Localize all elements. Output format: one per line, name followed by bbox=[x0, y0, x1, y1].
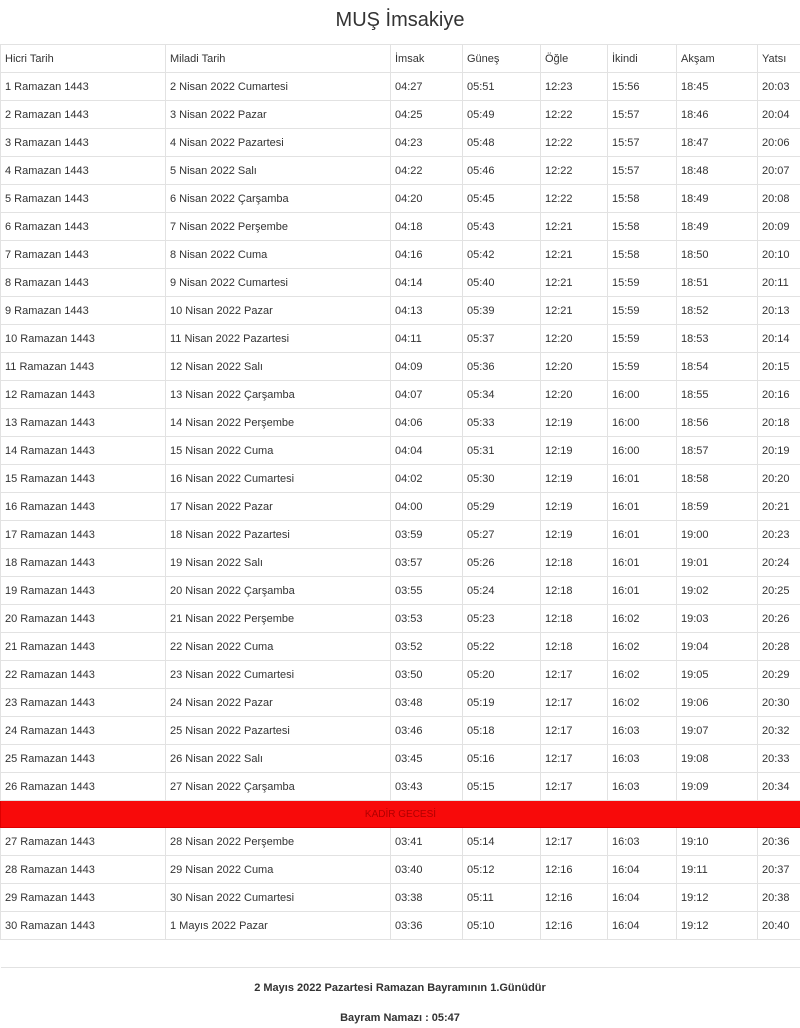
column-header: Yatsı bbox=[758, 45, 800, 73]
table-cell: 15:58 bbox=[608, 241, 677, 269]
table-row bbox=[1, 577, 800, 605]
table-cell: 12:17 bbox=[541, 717, 608, 745]
table-cell: 12:18 bbox=[541, 605, 608, 633]
bayram-namazi: Bayram Namazı : 05:47 bbox=[0, 1008, 800, 1028]
column-header: Güneş bbox=[463, 45, 541, 73]
table-cell: 6 Nisan 2022 Çarşamba bbox=[166, 185, 391, 213]
table-cell: 18:49 bbox=[677, 213, 758, 241]
table-cell: 16:03 bbox=[608, 828, 677, 856]
table-cell: 14 Nisan 2022 Perşembe bbox=[166, 409, 391, 437]
table-cell: 04:04 bbox=[391, 437, 463, 465]
table-row bbox=[1, 549, 800, 577]
table-row bbox=[1, 633, 800, 661]
table-cell: 15 Nisan 2022 Cuma bbox=[166, 437, 391, 465]
table-cell: 19 Nisan 2022 Salı bbox=[166, 549, 391, 577]
column-header: İmsak bbox=[391, 45, 463, 73]
table-cell: 18:58 bbox=[677, 465, 758, 493]
table-cell: 04:11 bbox=[391, 325, 463, 353]
table-row bbox=[1, 381, 800, 409]
table-row bbox=[1, 269, 800, 297]
table-cell: 05:30 bbox=[463, 465, 541, 493]
table-cell: 20:16 bbox=[758, 381, 800, 409]
table-cell: 18:48 bbox=[677, 157, 758, 185]
table-header-row bbox=[1, 45, 800, 73]
kadir-gecesi-label: KADİR GECESİ bbox=[1, 801, 800, 828]
table-cell: 15:57 bbox=[608, 101, 677, 129]
table-cell: 05:46 bbox=[463, 157, 541, 185]
table-cell: 03:59 bbox=[391, 521, 463, 549]
table-cell: 03:50 bbox=[391, 661, 463, 689]
table-cell: 12:18 bbox=[541, 549, 608, 577]
table-cell: 20 Ramazan 1443 bbox=[1, 605, 166, 633]
table-cell: 20 Nisan 2022 Çarşamba bbox=[166, 577, 391, 605]
table-cell: 12:20 bbox=[541, 353, 608, 381]
table-cell: 20:14 bbox=[758, 325, 800, 353]
table-cell: 20:23 bbox=[758, 521, 800, 549]
column-header: İkindi bbox=[608, 45, 677, 73]
table-cell: 05:39 bbox=[463, 297, 541, 325]
table-cell: 12 Ramazan 1443 bbox=[1, 381, 166, 409]
table-cell: 19:08 bbox=[677, 745, 758, 773]
table-cell: 19:11 bbox=[677, 856, 758, 884]
table-cell: 15:57 bbox=[608, 157, 677, 185]
table-cell: 12:20 bbox=[541, 325, 608, 353]
table-cell: 20:18 bbox=[758, 409, 800, 437]
table-cell: 16:04 bbox=[608, 856, 677, 884]
table-cell: 23 Ramazan 1443 bbox=[1, 689, 166, 717]
table-cell: 05:33 bbox=[463, 409, 541, 437]
table-cell: 12:22 bbox=[541, 101, 608, 129]
table-row bbox=[1, 828, 800, 856]
table-cell: 03:36 bbox=[391, 912, 463, 940]
table-row bbox=[1, 884, 800, 912]
table-cell: 22 Ramazan 1443 bbox=[1, 661, 166, 689]
table-cell: 20:06 bbox=[758, 129, 800, 157]
table-cell: 04:06 bbox=[391, 409, 463, 437]
table-cell: 12:20 bbox=[541, 381, 608, 409]
table-cell: 10 Nisan 2022 Pazar bbox=[166, 297, 391, 325]
table-cell: 03:41 bbox=[391, 828, 463, 856]
table-cell: 19:04 bbox=[677, 633, 758, 661]
table-cell: 15:57 bbox=[608, 129, 677, 157]
table-cell: 04:25 bbox=[391, 101, 463, 129]
table-cell: 23 Nisan 2022 Cumartesi bbox=[166, 661, 391, 689]
table-row bbox=[1, 689, 800, 717]
table-cell: 18 Ramazan 1443 bbox=[1, 549, 166, 577]
table-cell: 17 Nisan 2022 Pazar bbox=[166, 493, 391, 521]
table-cell: 04:27 bbox=[391, 73, 463, 101]
table-cell: 21 Nisan 2022 Perşembe bbox=[166, 605, 391, 633]
table-cell: 04:02 bbox=[391, 465, 463, 493]
table-cell: 05:23 bbox=[463, 605, 541, 633]
table-cell: 05:15 bbox=[463, 773, 541, 801]
table-cell: 18:47 bbox=[677, 129, 758, 157]
table-cell: 12:21 bbox=[541, 297, 608, 325]
table-cell: 16:00 bbox=[608, 409, 677, 437]
table-cell: 15:58 bbox=[608, 213, 677, 241]
table-cell: 03:46 bbox=[391, 717, 463, 745]
table-cell: 5 Ramazan 1443 bbox=[1, 185, 166, 213]
table-cell: 24 Nisan 2022 Pazar bbox=[166, 689, 391, 717]
table-cell: 15 Ramazan 1443 bbox=[1, 465, 166, 493]
table-cell: 16:04 bbox=[608, 884, 677, 912]
table-cell: 12 Nisan 2022 Salı bbox=[166, 353, 391, 381]
table-cell: 9 Nisan 2022 Cumartesi bbox=[166, 269, 391, 297]
table-cell: 10 Ramazan 1443 bbox=[1, 325, 166, 353]
table-cell: 16:01 bbox=[608, 493, 677, 521]
table-cell: 1 Ramazan 1443 bbox=[1, 73, 166, 101]
table-cell: 12:17 bbox=[541, 689, 608, 717]
table-cell: 24 Ramazan 1443 bbox=[1, 717, 166, 745]
table-cell: 18:45 bbox=[677, 73, 758, 101]
table-cell: 16:03 bbox=[608, 745, 677, 773]
table-cell: 2 Ramazan 1443 bbox=[1, 101, 166, 129]
table-cell: 7 Nisan 2022 Perşembe bbox=[166, 213, 391, 241]
table-cell: 05:14 bbox=[463, 828, 541, 856]
table-cell: 12:16 bbox=[541, 912, 608, 940]
table-cell: 20:25 bbox=[758, 577, 800, 605]
table-cell: 05:37 bbox=[463, 325, 541, 353]
table-cell: 18:51 bbox=[677, 269, 758, 297]
table-cell: 20:28 bbox=[758, 633, 800, 661]
table-cell: 8 Ramazan 1443 bbox=[1, 269, 166, 297]
table-cell: 19:00 bbox=[677, 521, 758, 549]
column-header: Hicri Tarih bbox=[1, 45, 166, 73]
table-cell: 28 Ramazan 1443 bbox=[1, 856, 166, 884]
table-cell: 20:13 bbox=[758, 297, 800, 325]
page-title: MUŞ İmsakiye bbox=[0, 0, 800, 44]
table-row bbox=[1, 101, 800, 129]
table-row bbox=[1, 493, 800, 521]
table-cell: 20:30 bbox=[758, 689, 800, 717]
table-cell: 19:07 bbox=[677, 717, 758, 745]
table-cell: 20:32 bbox=[758, 717, 800, 745]
table-row bbox=[1, 213, 800, 241]
table-row bbox=[1, 521, 800, 549]
table-cell: 18:46 bbox=[677, 101, 758, 129]
table-cell: 19 Ramazan 1443 bbox=[1, 577, 166, 605]
table-cell: 15:58 bbox=[608, 185, 677, 213]
table-cell: 16:04 bbox=[608, 912, 677, 940]
table-cell: 26 Ramazan 1443 bbox=[1, 773, 166, 801]
table-cell: 18:49 bbox=[677, 185, 758, 213]
table-cell: 3 Nisan 2022 Pazar bbox=[166, 101, 391, 129]
table-cell: 20:26 bbox=[758, 605, 800, 633]
table-cell: 12:17 bbox=[541, 661, 608, 689]
table-cell: 20:07 bbox=[758, 157, 800, 185]
table-cell: 14 Ramazan 1443 bbox=[1, 437, 166, 465]
table-cell: 2 Nisan 2022 Cumartesi bbox=[166, 73, 391, 101]
table-cell: 17 Ramazan 1443 bbox=[1, 521, 166, 549]
table-cell: 05:19 bbox=[463, 689, 541, 717]
table-cell: 20:24 bbox=[758, 549, 800, 577]
table-cell: 05:51 bbox=[463, 73, 541, 101]
imsakiye-table bbox=[0, 44, 800, 968]
table-cell: 05:49 bbox=[463, 101, 541, 129]
table-cell: 27 Ramazan 1443 bbox=[1, 828, 166, 856]
table-row bbox=[1, 241, 800, 269]
table-cell: 12:22 bbox=[541, 129, 608, 157]
table-cell: 16:01 bbox=[608, 465, 677, 493]
table-cell: 12:18 bbox=[541, 577, 608, 605]
table-cell: 4 Ramazan 1443 bbox=[1, 157, 166, 185]
table-cell: 03:45 bbox=[391, 745, 463, 773]
table-cell: 16 Nisan 2022 Cumartesi bbox=[166, 465, 391, 493]
table-cell: 05:10 bbox=[463, 912, 541, 940]
blank-cell bbox=[1, 940, 800, 968]
table-cell: 16:03 bbox=[608, 773, 677, 801]
table-row bbox=[1, 353, 800, 381]
table-cell: 12:17 bbox=[541, 745, 608, 773]
table-cell: 12:18 bbox=[541, 633, 608, 661]
table-cell: 05:43 bbox=[463, 213, 541, 241]
table-cell: 05:31 bbox=[463, 437, 541, 465]
table-cell: 18:54 bbox=[677, 353, 758, 381]
table-cell: 16:01 bbox=[608, 521, 677, 549]
table-cell: 05:24 bbox=[463, 577, 541, 605]
table-cell: 20:11 bbox=[758, 269, 800, 297]
table-cell: 12:21 bbox=[541, 241, 608, 269]
table-row bbox=[1, 129, 800, 157]
table-cell: 18:52 bbox=[677, 297, 758, 325]
table-cell: 12:19 bbox=[541, 437, 608, 465]
table-cell: 13 Ramazan 1443 bbox=[1, 409, 166, 437]
table-cell: 05:29 bbox=[463, 493, 541, 521]
table-cell: 12:22 bbox=[541, 185, 608, 213]
table-cell: 03:38 bbox=[391, 884, 463, 912]
table-cell: 13 Nisan 2022 Çarşamba bbox=[166, 381, 391, 409]
table-row bbox=[1, 297, 800, 325]
table-cell: 12:21 bbox=[541, 269, 608, 297]
table-cell: 03:40 bbox=[391, 856, 463, 884]
table-cell: 05:48 bbox=[463, 129, 541, 157]
kadir-gecesi-band bbox=[1, 801, 800, 828]
table-row bbox=[1, 409, 800, 437]
table-cell: 15:59 bbox=[608, 353, 677, 381]
table-cell: 12:16 bbox=[541, 884, 608, 912]
table-cell: 04:22 bbox=[391, 157, 463, 185]
table-cell: 16:02 bbox=[608, 689, 677, 717]
table-cell: 05:26 bbox=[463, 549, 541, 577]
table-cell: 29 Nisan 2022 Cuma bbox=[166, 856, 391, 884]
table-cell: 11 Nisan 2022 Pazartesi bbox=[166, 325, 391, 353]
table-cell: 12:17 bbox=[541, 828, 608, 856]
table-cell: 25 Nisan 2022 Pazartesi bbox=[166, 717, 391, 745]
table-cell: 20:15 bbox=[758, 353, 800, 381]
table-cell: 20:10 bbox=[758, 241, 800, 269]
table-cell: 05:34 bbox=[463, 381, 541, 409]
table-cell: 05:12 bbox=[463, 856, 541, 884]
table-cell: 20:40 bbox=[758, 912, 800, 940]
blank-row bbox=[1, 940, 800, 968]
table-cell: 4 Nisan 2022 Pazartesi bbox=[166, 129, 391, 157]
table-cell: 05:40 bbox=[463, 269, 541, 297]
table-cell: 05:18 bbox=[463, 717, 541, 745]
table-cell: 20:33 bbox=[758, 745, 800, 773]
table-row bbox=[1, 773, 800, 801]
table-cell: 04:18 bbox=[391, 213, 463, 241]
table-cell: 12:19 bbox=[541, 465, 608, 493]
table-row bbox=[1, 73, 800, 101]
table-cell: 12:19 bbox=[541, 493, 608, 521]
table-cell: 22 Nisan 2022 Cuma bbox=[166, 633, 391, 661]
table-cell: 03:57 bbox=[391, 549, 463, 577]
table-cell: 04:13 bbox=[391, 297, 463, 325]
table-cell: 18:59 bbox=[677, 493, 758, 521]
table-cell: 19:12 bbox=[677, 884, 758, 912]
table-cell: 20:37 bbox=[758, 856, 800, 884]
table-cell: 15:56 bbox=[608, 73, 677, 101]
table-cell: 16:02 bbox=[608, 661, 677, 689]
table-cell: 03:52 bbox=[391, 633, 463, 661]
table-cell: 16 Ramazan 1443 bbox=[1, 493, 166, 521]
footer bbox=[0, 978, 800, 1028]
table-cell: 19:01 bbox=[677, 549, 758, 577]
table-cell: 03:48 bbox=[391, 689, 463, 717]
table-cell: 16:02 bbox=[608, 633, 677, 661]
table-cell: 12:16 bbox=[541, 856, 608, 884]
table-cell: 30 Ramazan 1443 bbox=[1, 912, 166, 940]
table-cell: 3 Ramazan 1443 bbox=[1, 129, 166, 157]
table-cell: 19:09 bbox=[677, 773, 758, 801]
table-cell: 05:22 bbox=[463, 633, 541, 661]
table-cell: 04:14 bbox=[391, 269, 463, 297]
table-cell: 6 Ramazan 1443 bbox=[1, 213, 166, 241]
table-cell: 20:34 bbox=[758, 773, 800, 801]
table-cell: 05:36 bbox=[463, 353, 541, 381]
table-row bbox=[1, 437, 800, 465]
table-cell: 1 Mayıs 2022 Pazar bbox=[166, 912, 391, 940]
table-cell: 16:01 bbox=[608, 549, 677, 577]
table-cell: 20:38 bbox=[758, 884, 800, 912]
table-cell: 05:42 bbox=[463, 241, 541, 269]
table-cell: 16:01 bbox=[608, 577, 677, 605]
table-cell: 20:03 bbox=[758, 73, 800, 101]
table-row bbox=[1, 912, 800, 940]
table-cell: 03:53 bbox=[391, 605, 463, 633]
table-row bbox=[1, 661, 800, 689]
table-cell: 9 Ramazan 1443 bbox=[1, 297, 166, 325]
table-cell: 20:21 bbox=[758, 493, 800, 521]
table-cell: 15:59 bbox=[608, 325, 677, 353]
table-cell: 8 Nisan 2022 Cuma bbox=[166, 241, 391, 269]
table-cell: 19:10 bbox=[677, 828, 758, 856]
table-cell: 05:27 bbox=[463, 521, 541, 549]
table-cell: 16:00 bbox=[608, 381, 677, 409]
table-cell: 25 Ramazan 1443 bbox=[1, 745, 166, 773]
table-cell: 20:04 bbox=[758, 101, 800, 129]
table-cell: 04:20 bbox=[391, 185, 463, 213]
table-cell: 30 Nisan 2022 Cumartesi bbox=[166, 884, 391, 912]
table-cell: 29 Ramazan 1443 bbox=[1, 884, 166, 912]
table-cell: 20:29 bbox=[758, 661, 800, 689]
table-cell: 19:06 bbox=[677, 689, 758, 717]
column-header: Miladi Tarih bbox=[166, 45, 391, 73]
table-cell: 12:21 bbox=[541, 213, 608, 241]
table-cell: 20:08 bbox=[758, 185, 800, 213]
column-header: Öğle bbox=[541, 45, 608, 73]
table-cell: 04:00 bbox=[391, 493, 463, 521]
table-cell: 18:57 bbox=[677, 437, 758, 465]
table-cell: 15:59 bbox=[608, 269, 677, 297]
table-cell: 16:02 bbox=[608, 605, 677, 633]
table-cell: 12:19 bbox=[541, 521, 608, 549]
table-cell: 15:59 bbox=[608, 297, 677, 325]
table-cell: 18:50 bbox=[677, 241, 758, 269]
table-cell: 28 Nisan 2022 Perşembe bbox=[166, 828, 391, 856]
table-cell: 20:20 bbox=[758, 465, 800, 493]
table-cell: 20:36 bbox=[758, 828, 800, 856]
bayram-note: 2 Mayıs 2022 Pazartesi Ramazan Bayramının 1.Günüdür bbox=[0, 978, 800, 998]
table-row bbox=[1, 717, 800, 745]
table-cell: 05:11 bbox=[463, 884, 541, 912]
table-cell: 16:03 bbox=[608, 717, 677, 745]
table-cell: 20:09 bbox=[758, 213, 800, 241]
table-cell: 26 Nisan 2022 Salı bbox=[166, 745, 391, 773]
table-cell: 12:22 bbox=[541, 157, 608, 185]
table-cell: 11 Ramazan 1443 bbox=[1, 353, 166, 381]
table-cell: 18:55 bbox=[677, 381, 758, 409]
table-cell: 18:53 bbox=[677, 325, 758, 353]
table-cell: 05:20 bbox=[463, 661, 541, 689]
table-cell: 05:16 bbox=[463, 745, 541, 773]
table-row bbox=[1, 856, 800, 884]
table-cell: 19:12 bbox=[677, 912, 758, 940]
table-cell: 03:55 bbox=[391, 577, 463, 605]
table-row bbox=[1, 157, 800, 185]
table-cell: 04:23 bbox=[391, 129, 463, 157]
table-cell: 18:56 bbox=[677, 409, 758, 437]
table-cell: 16:00 bbox=[608, 437, 677, 465]
table-cell: 19:03 bbox=[677, 605, 758, 633]
table-cell: 04:09 bbox=[391, 353, 463, 381]
table-cell: 05:45 bbox=[463, 185, 541, 213]
column-header: Akşam bbox=[677, 45, 758, 73]
table-row bbox=[1, 185, 800, 213]
table-cell: 5 Nisan 2022 Salı bbox=[166, 157, 391, 185]
table-row bbox=[1, 605, 800, 633]
table-cell: 04:07 bbox=[391, 381, 463, 409]
table-cell: 27 Nisan 2022 Çarşamba bbox=[166, 773, 391, 801]
table-cell: 12:17 bbox=[541, 773, 608, 801]
table-cell: 20:19 bbox=[758, 437, 800, 465]
table-row bbox=[1, 325, 800, 353]
table-cell: 19:02 bbox=[677, 577, 758, 605]
table-cell: 12:23 bbox=[541, 73, 608, 101]
table-cell: 04:16 bbox=[391, 241, 463, 269]
table-row bbox=[1, 745, 800, 773]
table-row bbox=[1, 465, 800, 493]
table-cell: 19:05 bbox=[677, 661, 758, 689]
table-cell: 21 Ramazan 1443 bbox=[1, 633, 166, 661]
table-cell: 03:43 bbox=[391, 773, 463, 801]
table-cell: 12:19 bbox=[541, 409, 608, 437]
table-cell: 7 Ramazan 1443 bbox=[1, 241, 166, 269]
table-cell: 18 Nisan 2022 Pazartesi bbox=[166, 521, 391, 549]
